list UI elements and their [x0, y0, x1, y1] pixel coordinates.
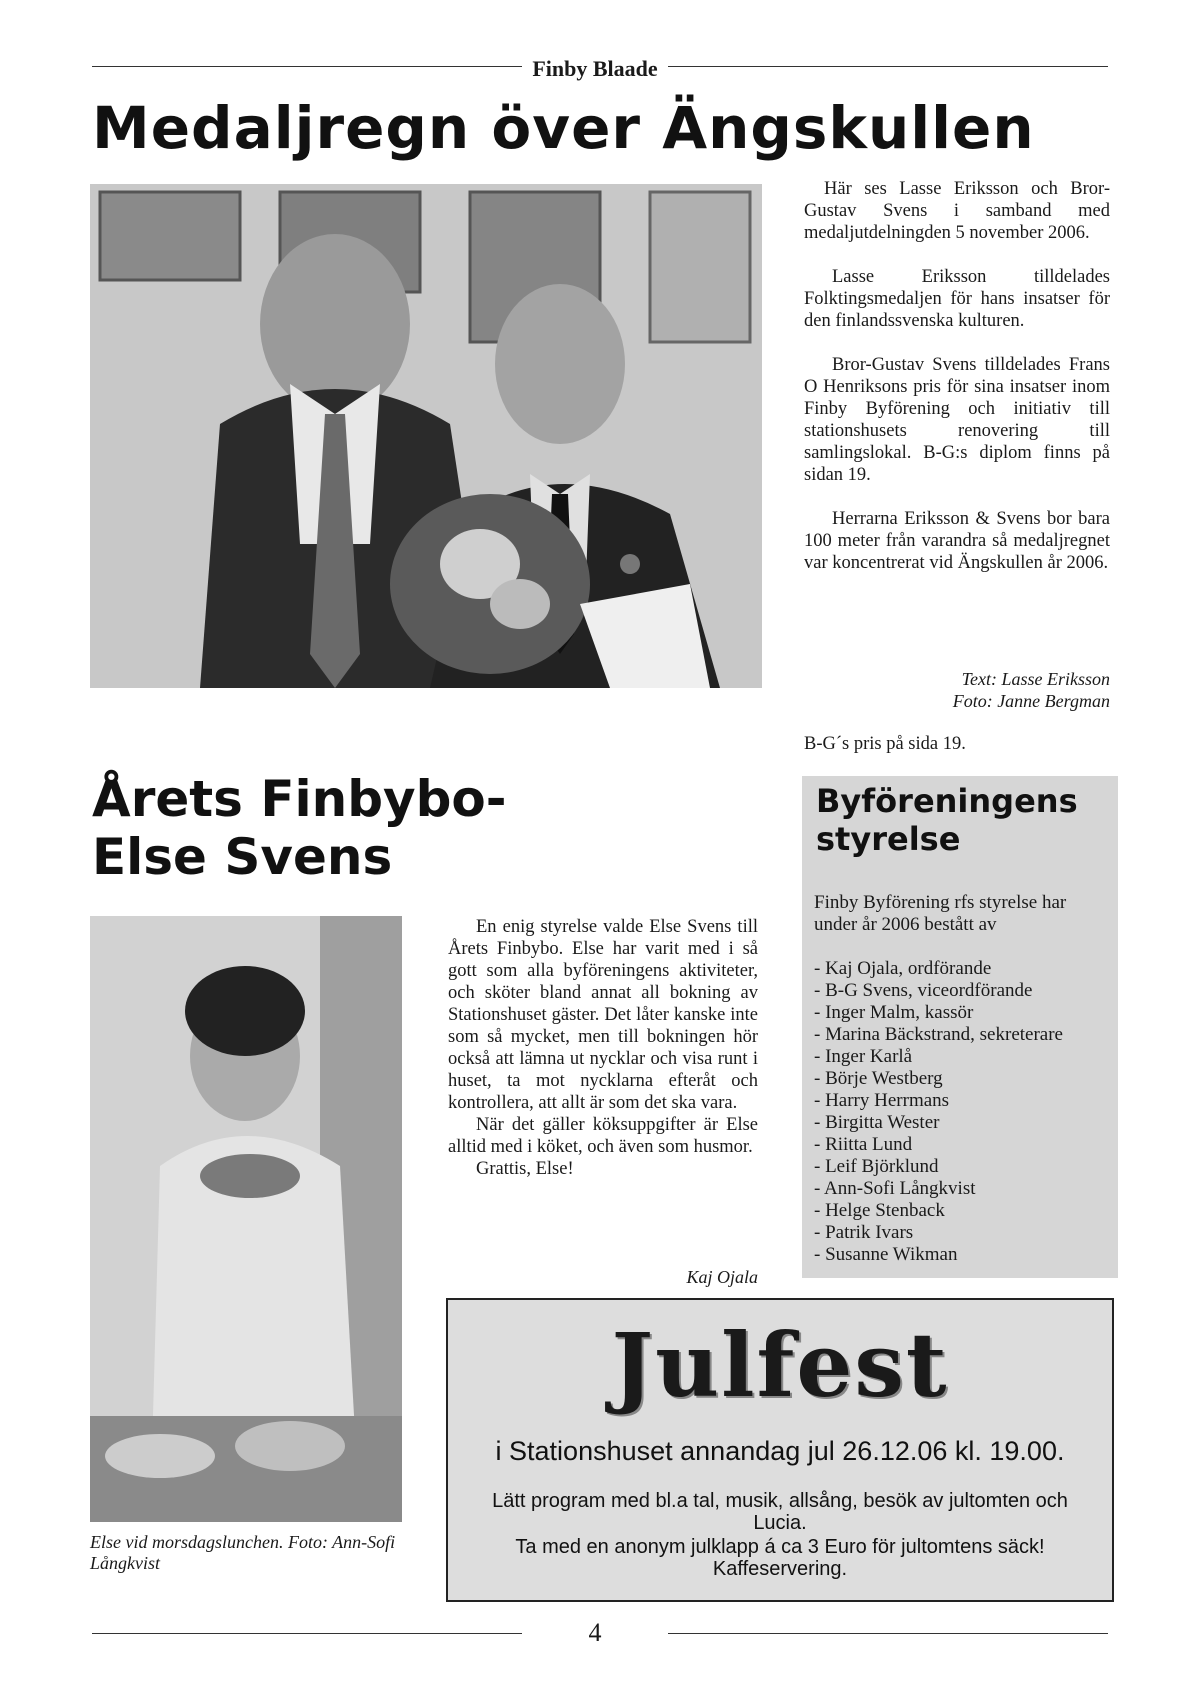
photo-caption-else: Else vid morsdagslunchen. Foto: Ann-Sofi Långkvist [90, 1532, 396, 1573]
julfest-program-line: Lätt program med bl.a tal, musik, allsång, besök av jultomten och Lucia. [492, 1490, 1068, 1534]
board-member: - Inger Karlå [814, 1046, 913, 1067]
board-intro: Finby Byförening rfs styrelse har under år 2006 bestått av [814, 892, 1067, 935]
board-title-line1: Byföreningens [816, 782, 1078, 820]
julfest-coffee-line: Kaffeservering. [712, 1558, 848, 1580]
board-member: - Kaj Ojala, ordförande [814, 958, 992, 979]
prize-note: B-G´s pris på sida 19. [804, 734, 966, 754]
credit-text: Text: Lasse Eriksson [961, 669, 1110, 689]
article2-paragraph: En enig styrelse valde Else Svens till Årets Finbybo. Else har varit med i så gott som alla byföreningens aktiviteter, och sköter bland annat all bokning av Stationshuset gäster. Det låter kanske inte som så mycket, men till bokningen hör också att lämna ut nycklar och visa runt i huset, ta mot nycklarna efteråt och kontrollera, att allt är som det ska vara. [448, 917, 758, 1113]
article1-paragraph: Här ses Lasse Eriksson och Bror-Gustav Svens i samband med medaljutdelningden 5 november 2006. [804, 179, 1110, 243]
photo-medal-ceremony [90, 184, 762, 688]
article2-paragraph: Grattis, Else! [476, 1159, 574, 1179]
julfest-title: Julfest [611, 1313, 949, 1417]
board-member: - Marina Bäckstrand, sekreterare [814, 1024, 1063, 1045]
article2-text [448, 916, 758, 1180]
board-member: - Ann-Sofi Långkvist [814, 1178, 976, 1199]
board-member: - B-G Svens, viceordförande [814, 980, 1033, 1001]
board-member: - Riitta Lund [814, 1134, 913, 1155]
credit-photo: Foto: Janne Bergman [952, 691, 1110, 711]
article1-text [804, 178, 1110, 574]
photo-else-svens [90, 916, 402, 1522]
board-member: - Susanne Wikman [814, 1244, 958, 1265]
article1-paragraph: Lasse Eriksson tilldelades Folktingsmedaljen för hans insatser för den finlandssvenska kulturen. [804, 267, 1110, 331]
board-title [816, 782, 1078, 858]
page-number: 4 [588, 1618, 602, 1647]
photo-medal-ceremony-image [90, 184, 762, 688]
board-member: - Patrik Ivars [814, 1222, 914, 1243]
photo-else-svens-image [90, 916, 402, 1522]
board-member: - Helge Stenback [814, 1200, 945, 1221]
headline-medaljregn: Medaljregn över Ängskullen [92, 94, 1035, 162]
board-box [802, 776, 1118, 1278]
article1-paragraph: Herrarna Eriksson & Svens bor bara 100 meter från varandra så medaljregnet var koncentrerat vid Ängskullen år 2006. [804, 509, 1110, 573]
board-title-line2: styrelse [816, 820, 961, 858]
publication-title: Finby Blaade [532, 56, 658, 81]
headline-line2: Else Svens [92, 828, 393, 886]
board-member: - Leif Björklund [814, 1156, 939, 1177]
article2-paragraph: När det gäller köksuppgifter är Else alltid med i köket, och även som husmor. [448, 1115, 758, 1157]
board-member: - Harry Herrmans [814, 1090, 950, 1111]
julfest-announcement [446, 1298, 1114, 1602]
julfest-date-line: i Stationshuset annandag jul 26.12.06 kl. 19.00. [495, 1436, 1065, 1466]
board-member-list [814, 958, 1114, 1266]
board-member: - Birgitta Wester [814, 1112, 940, 1133]
article2-author: Kaj Ojala [686, 1267, 758, 1287]
article1-paragraph: Bror-Gustav Svens tilldelades Frans O Henriksons pris för sina insatser inom Finby Byförening och initiativ till stationshusets renovering till samlingslokal. B-G:s diplom finns på sidan 19. [804, 355, 1110, 485]
article1-credits [804, 668, 1110, 712]
headline-arets-finbybo [92, 770, 507, 886]
julfest-gift-line: Ta med en anonym julklapp á ca 3 Euro för jultomtens säck! [515, 1536, 1045, 1558]
board-member: - Inger Malm, kassör [814, 1002, 974, 1023]
board-member: - Börje Westberg [814, 1068, 943, 1089]
headline-line1: Årets Finbybo- [92, 770, 507, 828]
